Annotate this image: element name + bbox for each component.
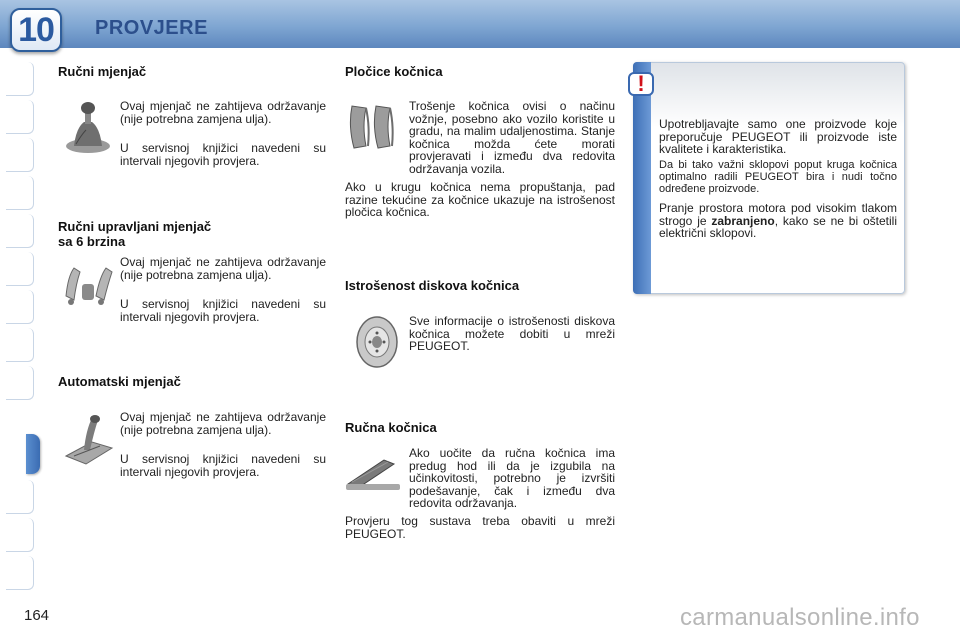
automatic-text-1: Ovaj mjenjač ne zahtijeva održavanje (nije potrebna zamjena ulja). — [120, 410, 326, 437]
chapter-tab[interactable] — [6, 100, 34, 134]
brake-pads-text-2: Ako u krugu kočnica nema propuštanja, pad razine tekućine za kočnice ukazuje na istrošenost pločica kočnica. — [345, 180, 615, 220]
brake-pads-text-1: Trošenje kočnica ovisi o načinu vožnje, posebno ako vozilo koristite u gradu, na malim udaljenostima. Stanje kočnica možda ćete morati provjeravati i između dva redovita održavanja vozila. — [409, 99, 615, 176]
six-speed-text-1: Ovaj mjenjač ne zahtijeva održavanje (nije potrebna zamjena ulja). — [120, 255, 326, 282]
brake-disc-icon — [350, 314, 404, 370]
chapter-tab[interactable] — [6, 518, 34, 552]
chapter-tab[interactable] — [6, 214, 34, 248]
heading-manual-gearbox: Ručni mjenjač — [58, 64, 147, 79]
heading-handbrake: Ručna kočnica — [345, 420, 437, 435]
chapter-tab[interactable] — [6, 366, 34, 400]
gear-lever-icon — [62, 100, 114, 156]
chapter-tab-active[interactable] — [26, 434, 40, 474]
warning-strip — [633, 62, 651, 294]
watermark: carmanualsonline.info — [680, 604, 920, 631]
six-speed-text-2: U servisnoj knjižici navedeni su intervali njegovih provjera. — [120, 297, 326, 324]
heading-six-speed-line2: sa 6 brzina — [58, 234, 126, 249]
automatic-text-2: U servisnoj knjižici navedeni su intervali njegovih provjera. — [120, 452, 326, 479]
brake-pads-icon — [346, 98, 402, 154]
chapter-tab[interactable] — [6, 176, 34, 210]
chapter-number: 10 — [18, 11, 54, 49]
chapter-tab[interactable] — [6, 328, 34, 362]
warning-text-1: Upotrebljavajte samo one proizvode koje preporučuje PEUGEOT ili proizvode iste kvalitete i karakteristika. — [659, 117, 897, 157]
paddle-shift-icon — [60, 256, 116, 312]
manual-gearbox-text-2: U servisnoj knjižici navedeni su intervali njegovih provjera. — [120, 141, 326, 168]
warning-text-3-bold: zabranjeno — [711, 213, 775, 228]
brake-discs-text-1: Sve informacije o istrošenosti diskova kočnica možete dobiti u mreži PEUGEOT. — [409, 314, 615, 354]
chapter-tab[interactable] — [6, 556, 34, 590]
chapter-tab-rail — [0, 62, 40, 582]
page-title: PROVJERE — [95, 17, 208, 39]
handbrake-text-2: Provjeru tog sustava treba obaviti u mreži PEUGEOT. — [345, 514, 615, 541]
handbrake-text-1: Ako uočite da ručna kočnica ima predug hod ili da je izgubila na učinkovitosti, potrebno je izvršiti podešavanje, čak i između dva redovita održavanja. — [409, 446, 615, 511]
chapter-tab[interactable] — [6, 252, 34, 286]
warning-exclamation-icon: ! — [628, 72, 654, 96]
handbrake-lever-icon — [344, 454, 402, 494]
warning-text-3-end: , kako se ne bi oštetili električni sklopovi. — [659, 213, 897, 241]
warning-text-3 — [659, 202, 897, 240]
chapter-tab[interactable] — [6, 62, 34, 96]
page-number: 164 — [24, 607, 50, 624]
chapter-tab[interactable] — [6, 138, 34, 172]
automatic-selector-icon — [62, 412, 114, 468]
heading-brake-discs: Istrošenost diskova kočnica — [345, 278, 520, 293]
chapter-tab[interactable] — [6, 480, 34, 514]
warning-text-2: Da bi tako važni sklopovi poput kruga kočnica optimalno radili PEUGEOT bira i nudi točno određene proizvode. — [659, 159, 897, 195]
manual-gearbox-text-1: Ovaj mjenjač ne zahtijeva održavanje (nije potrebna zamjena ulja). — [120, 99, 326, 126]
heading-six-speed-line1: Ručni upravljani mjenjač — [58, 219, 212, 234]
warning-text-3-start: Pranje prostora motora pod visokim tlakom strogo je — [659, 201, 897, 228]
heading-automatic: Automatski mjenjač — [58, 374, 181, 389]
heading-brake-pads: Pločice kočnica — [345, 64, 443, 79]
chapter-tab[interactable] — [6, 290, 34, 324]
